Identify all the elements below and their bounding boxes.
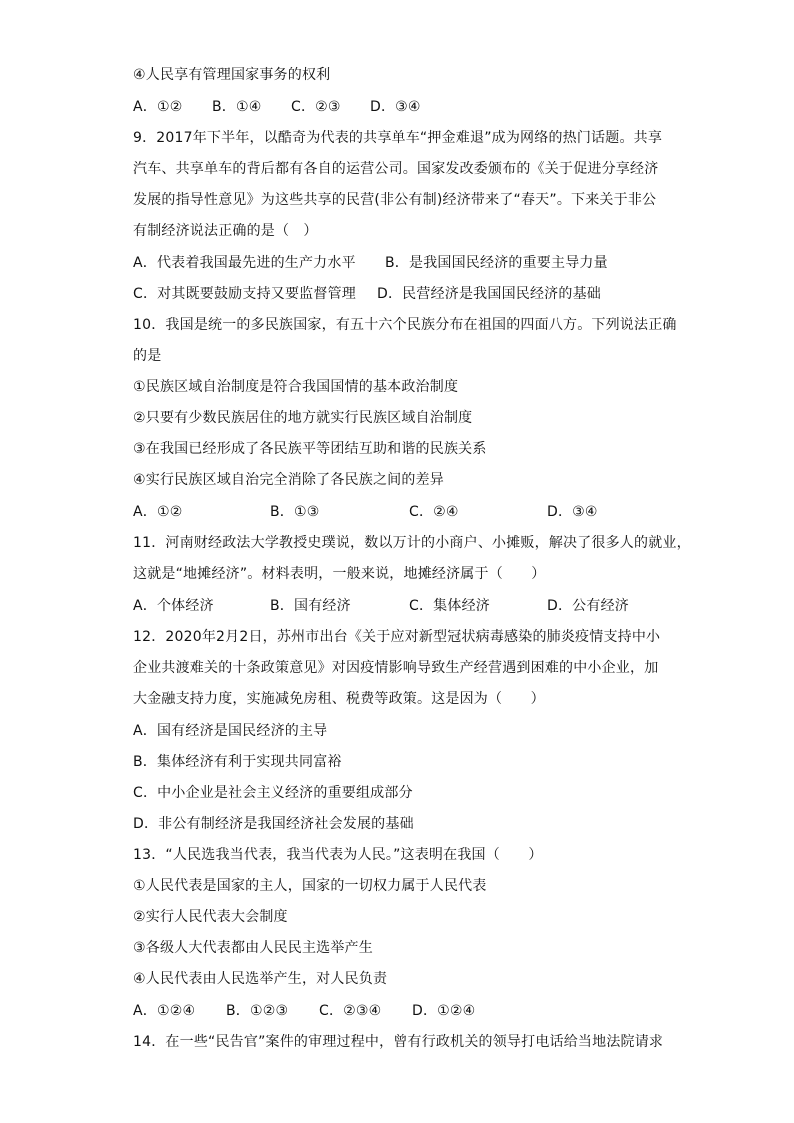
- q14-stem-line-1: 14．在一些“民告官”案件的审理过程中，曾有行政机关的领导打电话给当地法院请求: [133, 1034, 664, 1050]
- q10-stem-line-1: 10．我国是统一的多民族国家，有五十六个民族分布在祖国的四面八方。下列说法正确: [133, 317, 677, 333]
- q13-item-1: ①人民代表是国家的主人，国家的一切权力属于人民代表: [133, 878, 487, 894]
- q11-option-b: B．国有经济: [270, 598, 351, 614]
- q13-option-b: B．①②③: [226, 1003, 289, 1019]
- q13-option-a: A．①②④: [133, 1003, 196, 1019]
- q10-option-a: A．①②: [133, 504, 183, 520]
- q11-stem-line-1: 11．河南财经政法大学教授史璞说，数以万计的小商户、小摊贩，解决了很多人的就业，: [133, 535, 691, 551]
- q10-item-3: ③在我国已经形成了各民族平等团结互助和谐的民族关系: [133, 441, 487, 457]
- q12-stem-line-3: 大金融支持力度，实施减免房租、税费等政策。这是因为（ ）: [133, 691, 545, 707]
- q11-stem-line-2: 这就是“地摊经济”。材料表明，一般来说，地摊经济属于（ ）: [133, 566, 546, 582]
- q11-option-c: C．集体经济: [409, 598, 490, 614]
- q13-item-4: ④人民代表由人民选举产生，对人民负责: [133, 971, 388, 987]
- q10-option-c: C．②④: [409, 504, 459, 520]
- q11-option-d: D．公有经济: [547, 598, 629, 614]
- q8-item-4: ④人民享有管理国家事务的权利: [133, 67, 331, 83]
- q13-option-c: C．②③④: [319, 1003, 382, 1019]
- q9-option-b: B．是我国国民经济的重要主导力量: [385, 255, 608, 271]
- q12-option-a: A．国有经济是国民经济的主导: [133, 723, 328, 739]
- q8-option-b: B．①④: [212, 99, 262, 115]
- q13-stem-line-1: 13．“人民选我当代表，我当代表为人民。”这表明在我国（ ）: [133, 847, 543, 863]
- q9-stem-line-2: 汽车、共享单车的背后都有各自的运营公司。国家发改委颁布的《关于促进分享经济: [133, 161, 659, 177]
- q10-item-4: ④实行民族区域自治完全消除了各民族之间的差异: [133, 472, 444, 488]
- q13-item-3: ③各级人大代表都由人民民主选举产生: [133, 940, 373, 956]
- q9-stem-line-1: 9．2017年下半年，以酷奇为代表的共享单车“押金难退”成为网络的热门话题。共享: [133, 130, 663, 146]
- q9-stem-line-4: 有制经济说法正确的是（ ）: [133, 223, 318, 239]
- q10-item-1: ①民族区域自治制度是符合我国国情的基本政治制度: [133, 379, 459, 395]
- q9-option-a: A．代表着我国最先进的生产力水平: [133, 255, 356, 271]
- q13-option-d: D．①②④: [412, 1003, 476, 1019]
- q8-option-d: D．③④: [370, 99, 421, 115]
- q12-stem-line-1: 12．2020年2月2日，苏州市出台《关于应对新型冠状病毒感染的肺炎疫情支持中小: [133, 629, 661, 645]
- q13-item-2: ②实行人民代表大会制度: [133, 909, 288, 925]
- q9-option-c: C．对其既要鼓励支持又要监督管理: [133, 286, 356, 302]
- q12-option-d: D．非公有制经济是我国经济社会发展的基础: [133, 816, 414, 832]
- q8-option-a: A．①②: [133, 99, 183, 115]
- q12-option-b: B．集体经济有利于实现共同富裕: [133, 754, 342, 770]
- q12-stem-line-2: 企业共渡难关的十条政策意见》对因疫情影响导致生产经营遇到困难的中小企业，加: [133, 660, 659, 676]
- q8-option-c: C．②③: [291, 99, 341, 115]
- q10-item-2: ②只要有少数民族居住的地方就实行民族区域自治制度: [133, 410, 473, 426]
- q12-option-c: C．中小企业是社会主义经济的重要组成部分: [133, 785, 413, 801]
- q9-option-d: D．民营经济是我国国民经济的基础: [377, 286, 601, 302]
- q10-option-b: B．①③: [270, 504, 320, 520]
- q10-option-d: D．③④: [547, 504, 598, 520]
- q9-stem-line-3: 发展的指导性意见》为这些共享的民营(非公有制)经济带来了“春天”。下来关于非公: [133, 192, 657, 208]
- q10-stem-line-2: 的是: [133, 348, 162, 364]
- q11-option-a: A．个体经济: [133, 598, 214, 614]
